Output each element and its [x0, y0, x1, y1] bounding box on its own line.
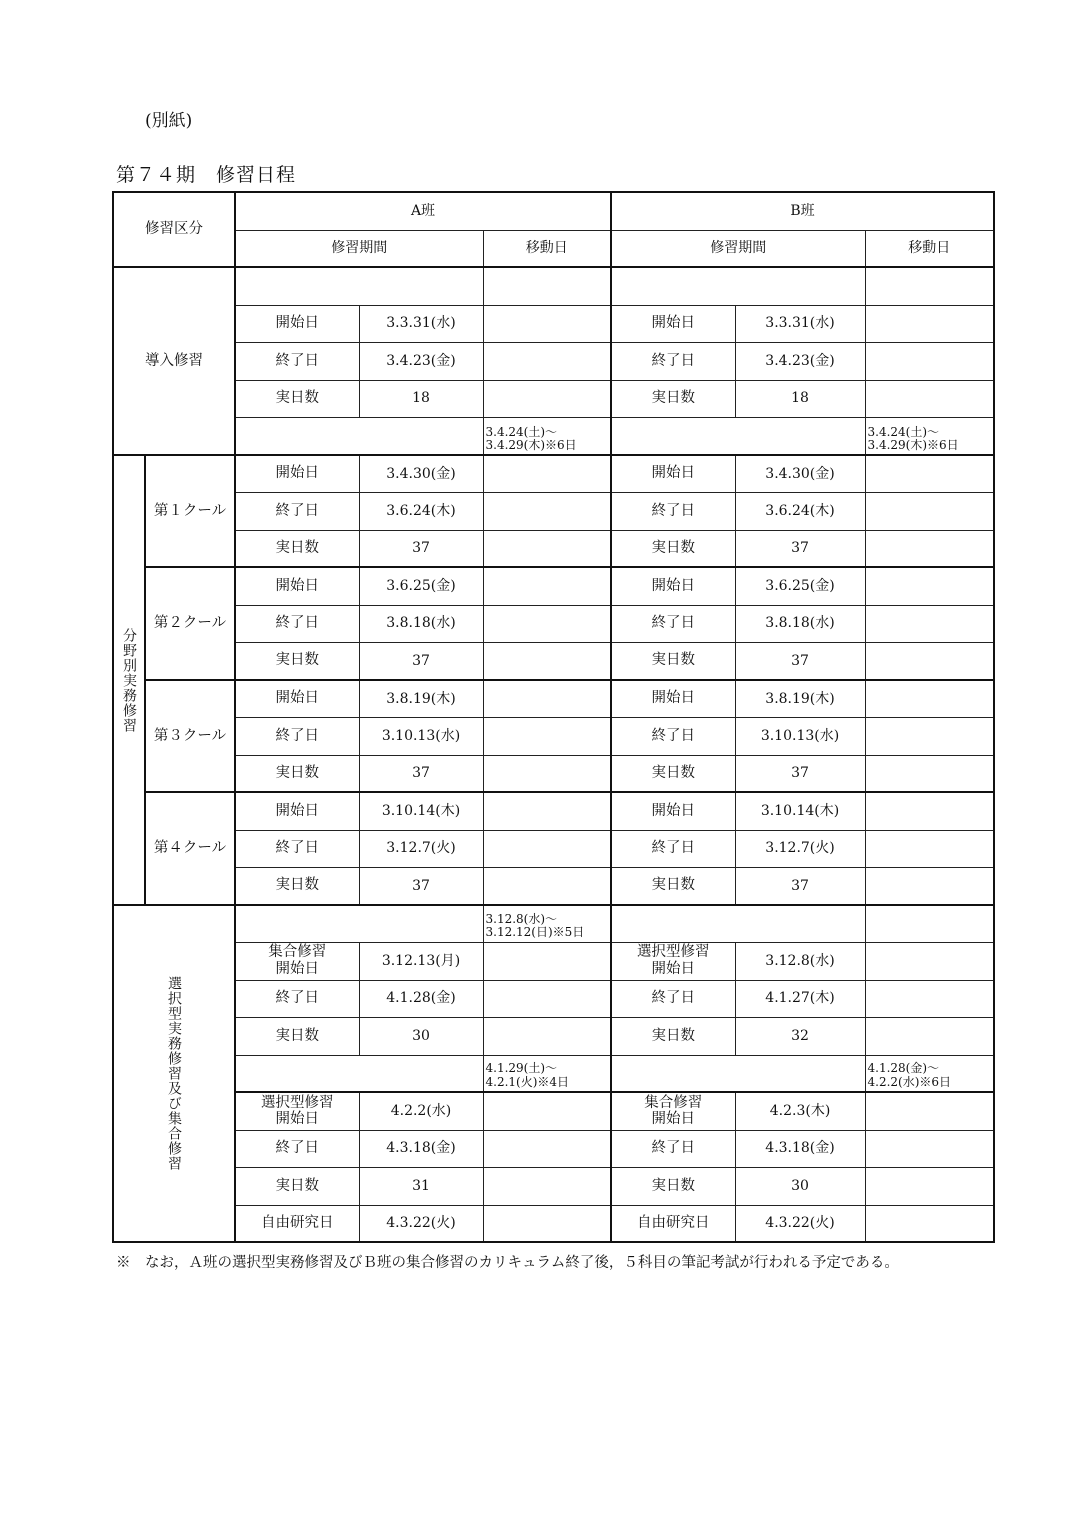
elective-b-p1-end: 4.1.27(木) [735, 980, 865, 1017]
cour3-a-days: 37 [359, 755, 483, 792]
blank-cell [865, 1130, 994, 1167]
cour1-a-days: 37 [359, 530, 483, 567]
cour3-a-start: 3.8.19(木) [359, 680, 483, 717]
elective-a-move2 [483, 1055, 611, 1092]
days-label: 実日数 [611, 380, 735, 417]
blank-cell [483, 342, 611, 380]
cour2-start-row [113, 567, 994, 605]
end-label: 終了日 [235, 342, 359, 380]
blank-cell [483, 1092, 611, 1130]
move-line: 3.4.29(木)※6日 [485, 438, 577, 453]
elective-a-p1-label [235, 942, 359, 980]
days-label: 実日数 [611, 1017, 735, 1055]
move-line: 4.1.29(土)～ [485, 1061, 558, 1076]
blank-cell [483, 830, 611, 867]
blank-cell [483, 680, 611, 717]
blank-cell [865, 980, 994, 1017]
cour1-days-row [113, 530, 994, 567]
elective-a-p1-days: 30 [359, 1017, 483, 1055]
cour2-end-row [113, 605, 994, 642]
end-label: 終了日 [611, 1130, 735, 1167]
elective-b-p1-label [611, 942, 735, 980]
blank-cell [865, 380, 994, 417]
end-label: 終了日 [611, 605, 735, 642]
move-line: 4.1.28(金)～ [867, 1061, 940, 1076]
cour1-b-days: 37 [735, 530, 865, 567]
blank-cell [865, 717, 994, 755]
blank-cell [483, 642, 611, 680]
start-label: 開始日 [611, 680, 735, 717]
days-label: 実日数 [611, 867, 735, 905]
blank-cell [483, 980, 611, 1017]
cour3-b-start: 3.8.19(木) [735, 680, 865, 717]
cour4-a-start: 3.10.14(木) [359, 792, 483, 830]
blank-cell [865, 830, 994, 867]
blank-cell [865, 492, 994, 530]
elective-b-free: 4.3.22(火) [735, 1205, 865, 1242]
header-a-period: 修習期間 [235, 230, 483, 267]
label-line: 開始日 [651, 961, 696, 977]
intro-a-days: 18 [359, 380, 483, 417]
elective-a-p2-days: 31 [359, 1167, 483, 1205]
header-row-2 [113, 230, 994, 267]
end-label: 終了日 [235, 605, 359, 642]
header-b-move: 移動日 [865, 230, 994, 267]
blank-cell [235, 417, 483, 455]
cour2-a-days: 37 [359, 642, 483, 680]
days-label: 実日数 [235, 530, 359, 567]
intro-b-days: 18 [735, 380, 865, 417]
blank-cell [865, 342, 994, 380]
elective-b-p2-start: 4.2.3(木) [735, 1092, 865, 1130]
cour3-b-days: 37 [735, 755, 865, 792]
label-line: 集合修習 [644, 1094, 703, 1111]
blank-cell [483, 942, 611, 980]
cour2-b-end: 3.8.18(水) [735, 605, 865, 642]
blank-cell [865, 792, 994, 830]
move-line: 4.2.1(火)※4日 [485, 1074, 570, 1089]
elective-a-p2-label [235, 1092, 359, 1130]
cour2-a-end: 3.8.18(水) [359, 605, 483, 642]
days-label: 実日数 [611, 642, 735, 680]
days-label: 実日数 [611, 530, 735, 567]
days-label: 実日数 [611, 755, 735, 792]
blank-cell [235, 1055, 483, 1092]
end-label: 終了日 [235, 1130, 359, 1167]
blank-cell [865, 455, 994, 492]
blank-cell [611, 1055, 865, 1092]
intro-end-row [113, 342, 994, 380]
header-row-1 [113, 192, 994, 230]
cour3-start-row [113, 680, 994, 717]
intro-b-start: 3.3.31(水) [735, 305, 865, 342]
intro-move-row [113, 417, 994, 455]
label-line: 集合修習 [268, 944, 327, 961]
cour2-b-start: 3.6.25(金) [735, 567, 865, 605]
elective-p1-days-row [113, 1017, 994, 1055]
intro-days-row [113, 380, 994, 417]
move-line: 4.2.2(水)※6日 [867, 1074, 952, 1089]
cour3-end-row [113, 717, 994, 755]
cour1-a-end: 3.6.24(木) [359, 492, 483, 530]
footnote: ※ なお，Ａ班の選択型実務修習及びＢ班の集合修習のカリキュラム終了後，５科目の筆記考試が行われる予定である。 [116, 1255, 899, 1271]
start-label: 開始日 [611, 567, 735, 605]
cour4-end-row [113, 830, 994, 867]
days-label: 実日数 [235, 380, 359, 417]
elective-p2-days-row [113, 1167, 994, 1205]
blank-cell [483, 867, 611, 905]
days-label: 実日数 [235, 1167, 359, 1205]
page-title: 第７４期 修習日程 [116, 164, 297, 186]
intro-a-start: 3.3.31(水) [359, 305, 483, 342]
end-label: 終了日 [235, 717, 359, 755]
cour2-label: 第２クール [145, 567, 235, 680]
blank-cell [865, 267, 994, 305]
elective-free-row [113, 1205, 994, 1242]
blank-cell [865, 305, 994, 342]
intro-blank-row [113, 267, 994, 305]
end-label: 終了日 [611, 492, 735, 530]
cour2-b-days: 37 [735, 642, 865, 680]
elective-move2-row [113, 1055, 994, 1092]
elective-a-p2-end: 4.3.18(金) [359, 1130, 483, 1167]
blank-cell [865, 567, 994, 605]
start-label: 開始日 [235, 455, 359, 492]
start-label: 開始日 [235, 792, 359, 830]
blank-cell [865, 530, 994, 567]
blank-cell [611, 267, 865, 305]
blank-cell [865, 605, 994, 642]
cour1-b-start: 3.4.30(金) [735, 455, 865, 492]
header-b-period: 修習期間 [611, 230, 865, 267]
elective-a-p1-end: 4.1.28(金) [359, 980, 483, 1017]
elective-p1-end-row [113, 980, 994, 1017]
end-label: 終了日 [235, 830, 359, 867]
header-category: 修習区分 [113, 192, 235, 267]
move-line: 3.12.8(水)～ [485, 911, 558, 926]
end-label: 終了日 [611, 717, 735, 755]
start-label: 開始日 [611, 792, 735, 830]
blank-cell [865, 642, 994, 680]
blank-cell [483, 792, 611, 830]
start-label: 開始日 [235, 680, 359, 717]
start-label: 開始日 [235, 567, 359, 605]
cour1-end-row [113, 492, 994, 530]
blank-cell [235, 905, 483, 942]
blank-cell [865, 755, 994, 792]
elective-a-p1-start: 3.12.13(月) [359, 942, 483, 980]
cour3-a-end: 3.10.13(水) [359, 717, 483, 755]
field-label: 分野別実務修習 [113, 455, 145, 905]
blank-cell [483, 605, 611, 642]
cour1-start-row [113, 455, 994, 492]
intro-start-row [113, 305, 994, 342]
blank-cell [865, 1167, 994, 1205]
blank-cell [483, 267, 611, 305]
end-label: 終了日 [611, 980, 735, 1017]
intro-b-move [865, 417, 994, 455]
end-label: 終了日 [611, 342, 735, 380]
intro-label: 導入修習 [113, 267, 235, 455]
cour4-b-start: 3.10.14(木) [735, 792, 865, 830]
cour2-a-start: 3.6.25(金) [359, 567, 483, 605]
free-research-label: 自由研究日 [235, 1205, 359, 1242]
blank-cell [483, 1167, 611, 1205]
blank-cell [611, 905, 865, 942]
elective-p2-start-row [113, 1092, 994, 1130]
elective-label: 選択型実務修習及び集合修習 [113, 905, 235, 1242]
move-line: 3.12.12(日)※5日 [485, 925, 585, 940]
blank-cell [483, 717, 611, 755]
blank-cell [483, 1205, 611, 1242]
intro-a-move [483, 417, 611, 455]
blank-cell [483, 1017, 611, 1055]
elective-a-p2-start: 4.2.2(水) [359, 1092, 483, 1130]
days-label: 実日数 [611, 1167, 735, 1205]
label-line: 開始日 [275, 961, 319, 977]
elective-a-free: 4.3.22(火) [359, 1205, 483, 1242]
end-label: 終了日 [611, 830, 735, 867]
move-line: 3.4.24(土)～ [867, 424, 940, 439]
cour4-days-row [113, 867, 994, 905]
start-label: 開始日 [611, 305, 735, 342]
blank-cell [483, 492, 611, 530]
free-research-label: 自由研究日 [611, 1205, 735, 1242]
intro-b-end: 3.4.23(金) [735, 342, 865, 380]
start-label: 開始日 [235, 305, 359, 342]
end-label: 終了日 [235, 980, 359, 1017]
cour4-b-days: 37 [735, 867, 865, 905]
elective-p2-end-row [113, 1130, 994, 1167]
blank-cell [483, 567, 611, 605]
elective-b-move2 [865, 1055, 994, 1092]
intro-a-end: 3.4.23(金) [359, 342, 483, 380]
blank-cell [483, 305, 611, 342]
elective-p1-start-row [113, 942, 994, 980]
elective-b-p2-label [611, 1092, 735, 1130]
blank-cell [483, 455, 611, 492]
header-a-move: 移動日 [483, 230, 611, 267]
elective-a-move1 [483, 905, 611, 942]
blank-cell [483, 1130, 611, 1167]
header-group-b: B班 [611, 192, 994, 230]
days-label: 実日数 [235, 1017, 359, 1055]
cour3-label: 第３クール [145, 680, 235, 792]
header-group-a: A班 [235, 192, 611, 230]
days-label: 実日数 [235, 642, 359, 680]
label-line: 選択型修習 [637, 944, 710, 961]
cour2-days-row [113, 642, 994, 680]
blank-cell [865, 867, 994, 905]
cour4-a-end: 3.12.7(火) [359, 830, 483, 867]
elective-b-p1-start: 3.12.8(水) [735, 942, 865, 980]
cour4-b-end: 3.12.7(火) [735, 830, 865, 867]
cour3-b-end: 3.10.13(水) [735, 717, 865, 755]
blank-cell [865, 905, 994, 942]
move-line: 3.4.29(木)※6日 [867, 438, 959, 453]
blank-cell [865, 942, 994, 980]
label-line: 選択型修習 [261, 1094, 334, 1111]
end-label: 終了日 [235, 492, 359, 530]
elective-b-p2-end: 4.3.18(金) [735, 1130, 865, 1167]
blank-cell [483, 380, 611, 417]
blank-cell [865, 1092, 994, 1130]
cour1-a-start: 3.4.30(金) [359, 455, 483, 492]
schedule-table [112, 191, 995, 1243]
blank-cell [865, 1205, 994, 1242]
elective-b-p1-days: 32 [735, 1017, 865, 1055]
label-line: 開始日 [651, 1111, 696, 1128]
blank-cell [235, 267, 483, 305]
elective-b-p2-days: 30 [735, 1167, 865, 1205]
elective-move1-row [113, 905, 994, 942]
days-label: 実日数 [235, 755, 359, 792]
move-line: 3.4.24(土)～ [485, 424, 558, 439]
blank-cell [483, 755, 611, 792]
blank-cell [611, 417, 865, 455]
blank-cell [865, 680, 994, 717]
start-label: 開始日 [611, 455, 735, 492]
cour4-label: 第４クール [145, 792, 235, 905]
cour3-days-row [113, 755, 994, 792]
cour1-label: 第１クール [145, 455, 235, 567]
cour4-start-row [113, 792, 994, 830]
blank-cell [483, 530, 611, 567]
blank-cell [865, 1017, 994, 1055]
attachment-label: (別紙) [145, 111, 193, 131]
cour1-b-end: 3.6.24(木) [735, 492, 865, 530]
label-line: 開始日 [275, 1111, 319, 1128]
days-label: 実日数 [235, 867, 359, 905]
cour4-a-days: 37 [359, 867, 483, 905]
